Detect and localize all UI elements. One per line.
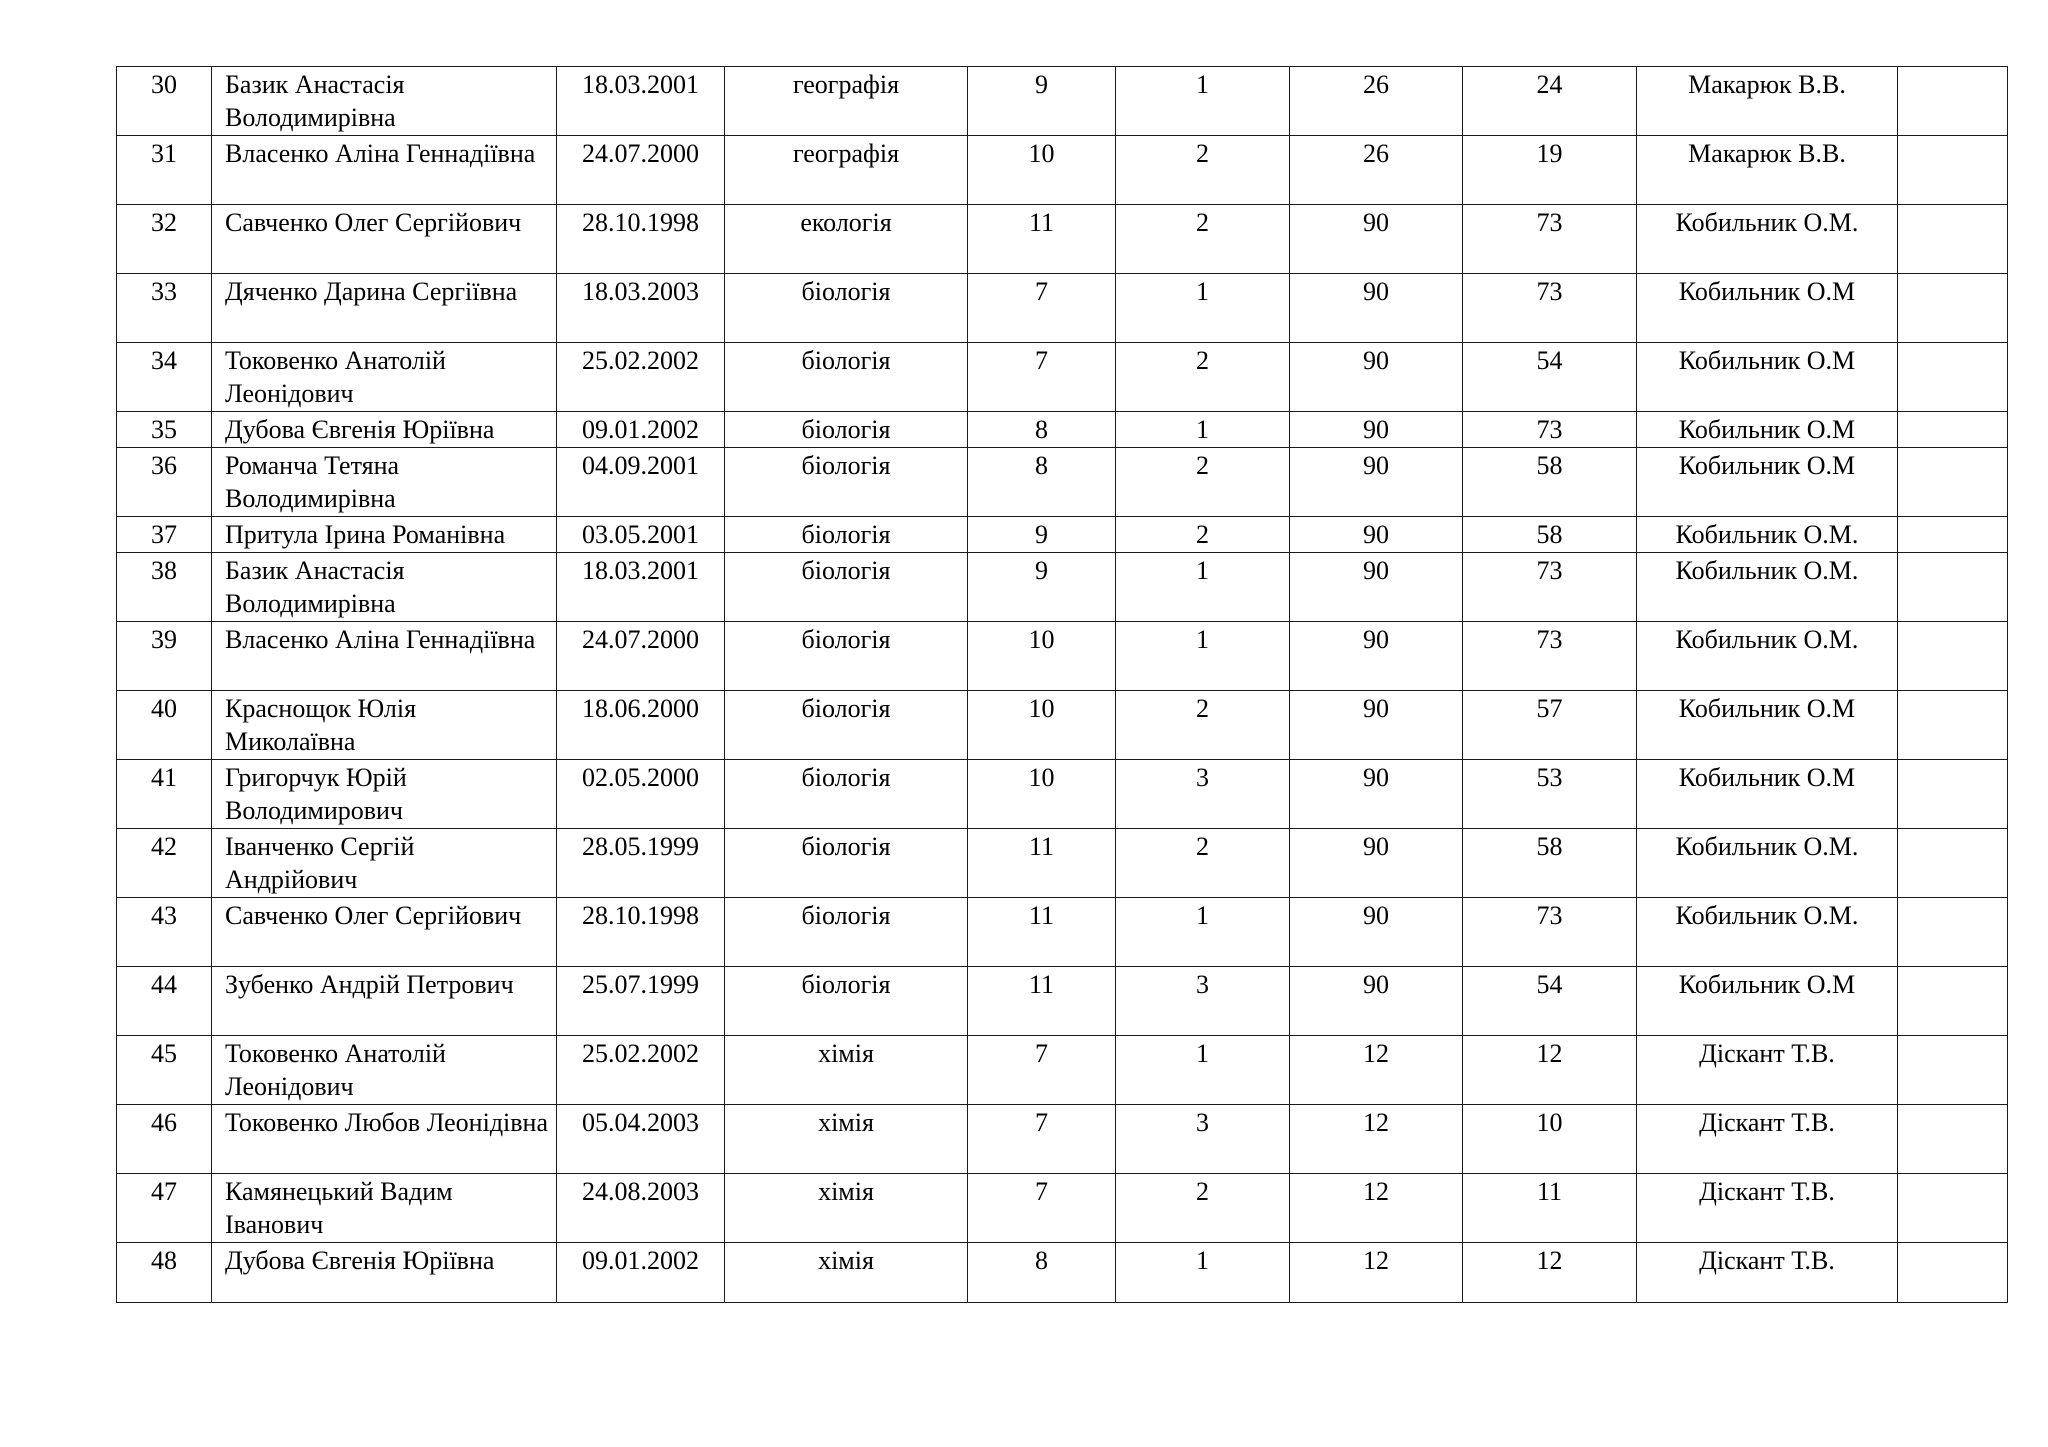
- cell-teacher: Діскант Т.В.: [1637, 1174, 1898, 1243]
- cell-note: [1898, 622, 2008, 691]
- cell-note: [1898, 67, 2008, 136]
- cell-note: [1898, 691, 2008, 760]
- table-row: [117, 691, 2008, 760]
- cell-birth-date: 09.01.2002: [557, 412, 725, 448]
- cell-birth-date: 04.09.2001: [557, 448, 725, 517]
- cell-number: 40: [117, 691, 212, 760]
- results-table-body: [117, 67, 2008, 1303]
- cell-place: 1: [1116, 898, 1290, 967]
- cell-number: 43: [117, 898, 212, 967]
- cell-student-name: Дубова Євгенія Юріївна: [212, 1243, 557, 1303]
- cell-number: 36: [117, 448, 212, 517]
- cell-teacher: Кобильник О.М.: [1637, 517, 1898, 553]
- cell-number: 39: [117, 622, 212, 691]
- cell-student-name: Базик Анастасія Володимирівна: [212, 67, 557, 136]
- cell-number: 33: [117, 274, 212, 343]
- cell-place: 2: [1116, 691, 1290, 760]
- cell-student-name: Власенко Аліна Геннадіївна: [212, 622, 557, 691]
- cell-teacher: Кобильник О.М: [1637, 967, 1898, 1036]
- cell-place: 1: [1116, 553, 1290, 622]
- cell-birth-date: 05.04.2003: [557, 1105, 725, 1174]
- cell-subject: хімія: [725, 1105, 968, 1174]
- cell-birth-date: 24.08.2003: [557, 1174, 725, 1243]
- cell-score: 19: [1463, 136, 1637, 205]
- table-row: [117, 622, 2008, 691]
- cell-place: 1: [1116, 274, 1290, 343]
- cell-teacher: Кобильник О.М: [1637, 412, 1898, 448]
- cell-teacher: Макарюк В.В.: [1637, 67, 1898, 136]
- cell-teacher: Кобильник О.М.: [1637, 205, 1898, 274]
- cell-student-name: Дубова Євгенія Юріївна: [212, 412, 557, 448]
- cell-score: 73: [1463, 898, 1637, 967]
- cell-max-score: 90: [1290, 760, 1463, 829]
- cell-place: 2: [1116, 517, 1290, 553]
- cell-grade: 9: [968, 517, 1116, 553]
- cell-place: 2: [1116, 343, 1290, 412]
- table-row: [117, 1174, 2008, 1243]
- cell-subject: географія: [725, 136, 968, 205]
- cell-teacher: Кобильник О.М: [1637, 343, 1898, 412]
- table-row: [117, 517, 2008, 553]
- cell-place: 1: [1116, 622, 1290, 691]
- cell-number: 34: [117, 343, 212, 412]
- results-table: [116, 66, 2008, 1303]
- cell-note: [1898, 136, 2008, 205]
- cell-teacher: Діскант Т.В.: [1637, 1105, 1898, 1174]
- cell-grade: 9: [968, 553, 1116, 622]
- cell-teacher: Кобильник О.М.: [1637, 898, 1898, 967]
- cell-student-name: Савченко Олег Сергійович: [212, 898, 557, 967]
- cell-place: 2: [1116, 205, 1290, 274]
- cell-note: [1898, 274, 2008, 343]
- cell-teacher: Кобильник О.М.: [1637, 622, 1898, 691]
- cell-grade: 11: [968, 205, 1116, 274]
- table-row: [117, 67, 2008, 136]
- cell-max-score: 90: [1290, 343, 1463, 412]
- cell-max-score: 26: [1290, 136, 1463, 205]
- cell-number: 41: [117, 760, 212, 829]
- cell-birth-date: 18.03.2003: [557, 274, 725, 343]
- cell-subject: екологія: [725, 205, 968, 274]
- cell-score: 11: [1463, 1174, 1637, 1243]
- cell-grade: 11: [968, 898, 1116, 967]
- cell-subject: біологія: [725, 517, 968, 553]
- cell-teacher: Кобильник О.М: [1637, 760, 1898, 829]
- table-row: [117, 274, 2008, 343]
- cell-place: 2: [1116, 448, 1290, 517]
- cell-student-name: Романча Тетяна Володимирівна: [212, 448, 557, 517]
- cell-number: 32: [117, 205, 212, 274]
- cell-score: 73: [1463, 412, 1637, 448]
- cell-grade: 10: [968, 760, 1116, 829]
- cell-grade: 11: [968, 829, 1116, 898]
- cell-student-name: Притула Ірина Романівна: [212, 517, 557, 553]
- cell-subject: біологія: [725, 898, 968, 967]
- cell-grade: 7: [968, 1036, 1116, 1105]
- cell-subject: біологія: [725, 622, 968, 691]
- table-row: [117, 343, 2008, 412]
- cell-max-score: 90: [1290, 967, 1463, 1036]
- cell-score: 73: [1463, 553, 1637, 622]
- cell-note: [1898, 898, 2008, 967]
- cell-place: 2: [1116, 1174, 1290, 1243]
- cell-student-name: Іванченко Сергій Андрійович: [212, 829, 557, 898]
- cell-place: 3: [1116, 760, 1290, 829]
- cell-max-score: 90: [1290, 622, 1463, 691]
- cell-note: [1898, 553, 2008, 622]
- cell-place: 1: [1116, 412, 1290, 448]
- cell-teacher: Кобильник О.М: [1637, 274, 1898, 343]
- cell-score: 73: [1463, 205, 1637, 274]
- cell-note: [1898, 1036, 2008, 1105]
- cell-birth-date: 24.07.2000: [557, 622, 725, 691]
- cell-birth-date: 18.06.2000: [557, 691, 725, 760]
- cell-grade: 7: [968, 1105, 1116, 1174]
- cell-student-name: Базик Анастасія Володимирівна: [212, 553, 557, 622]
- cell-birth-date: 09.01.2002: [557, 1243, 725, 1303]
- cell-note: [1898, 205, 2008, 274]
- cell-number: 48: [117, 1243, 212, 1303]
- cell-score: 10: [1463, 1105, 1637, 1174]
- cell-note: [1898, 1105, 2008, 1174]
- cell-number: 37: [117, 517, 212, 553]
- cell-number: 35: [117, 412, 212, 448]
- cell-student-name: Дяченко Дарина Сергіївна: [212, 274, 557, 343]
- cell-score: 54: [1463, 343, 1637, 412]
- cell-max-score: 90: [1290, 898, 1463, 967]
- cell-number: 38: [117, 553, 212, 622]
- cell-max-score: 26: [1290, 67, 1463, 136]
- cell-subject: хімія: [725, 1243, 968, 1303]
- cell-place: 3: [1116, 967, 1290, 1036]
- cell-max-score: 90: [1290, 691, 1463, 760]
- cell-birth-date: 18.03.2001: [557, 553, 725, 622]
- cell-note: [1898, 760, 2008, 829]
- cell-max-score: 12: [1290, 1036, 1463, 1105]
- cell-birth-date: 25.07.1999: [557, 967, 725, 1036]
- cell-number: 31: [117, 136, 212, 205]
- cell-birth-date: 03.05.2001: [557, 517, 725, 553]
- cell-grade: 8: [968, 1243, 1116, 1303]
- cell-teacher: Кобильник О.М.: [1637, 553, 1898, 622]
- cell-grade: 7: [968, 343, 1116, 412]
- cell-note: [1898, 1174, 2008, 1243]
- cell-student-name: Зубенко Андрій Петрович: [212, 967, 557, 1036]
- cell-subject: біологія: [725, 412, 968, 448]
- cell-note: [1898, 517, 2008, 553]
- cell-teacher: Кобильник О.М: [1637, 691, 1898, 760]
- cell-max-score: 90: [1290, 205, 1463, 274]
- cell-student-name: Власенко Аліна Геннадіївна: [212, 136, 557, 205]
- cell-max-score: 90: [1290, 517, 1463, 553]
- cell-birth-date: 24.07.2000: [557, 136, 725, 205]
- table-row: [117, 898, 2008, 967]
- cell-grade: 8: [968, 412, 1116, 448]
- cell-subject: хімія: [725, 1174, 968, 1243]
- cell-max-score: 90: [1290, 274, 1463, 343]
- cell-max-score: 12: [1290, 1105, 1463, 1174]
- cell-student-name: Токовенко Любов Леонідівна: [212, 1105, 557, 1174]
- cell-score: 53: [1463, 760, 1637, 829]
- table-row: [117, 553, 2008, 622]
- cell-teacher: Діскант Т.В.: [1637, 1036, 1898, 1105]
- cell-birth-date: 18.03.2001: [557, 67, 725, 136]
- cell-subject: географія: [725, 67, 968, 136]
- cell-birth-date: 25.02.2002: [557, 1036, 725, 1105]
- cell-score: 58: [1463, 448, 1637, 517]
- cell-subject: біологія: [725, 829, 968, 898]
- cell-birth-date: 28.10.1998: [557, 898, 725, 967]
- cell-student-name: Григорчук Юрій Володимирович: [212, 760, 557, 829]
- cell-note: [1898, 967, 2008, 1036]
- cell-birth-date: 25.02.2002: [557, 343, 725, 412]
- cell-subject: хімія: [725, 1036, 968, 1105]
- cell-subject: біологія: [725, 691, 968, 760]
- table-row: [117, 1105, 2008, 1174]
- cell-teacher: Кобильник О.М: [1637, 448, 1898, 517]
- cell-note: [1898, 343, 2008, 412]
- cell-grade: 11: [968, 967, 1116, 1036]
- cell-number: 30: [117, 67, 212, 136]
- cell-student-name: Савченко Олег Сергійович: [212, 205, 557, 274]
- cell-place: 2: [1116, 136, 1290, 205]
- cell-score: 12: [1463, 1243, 1637, 1303]
- cell-score: 12: [1463, 1036, 1637, 1105]
- cell-birth-date: 28.10.1998: [557, 205, 725, 274]
- table-row: [117, 136, 2008, 205]
- cell-student-name: Токовенко Анатолій Леонідович: [212, 1036, 557, 1105]
- cell-number: 44: [117, 967, 212, 1036]
- cell-max-score: 90: [1290, 829, 1463, 898]
- cell-student-name: Краснощок Юлія Миколаївна: [212, 691, 557, 760]
- cell-grade: 8: [968, 448, 1116, 517]
- cell-score: 54: [1463, 967, 1637, 1036]
- cell-birth-date: 28.05.1999: [557, 829, 725, 898]
- cell-grade: 10: [968, 136, 1116, 205]
- cell-score: 58: [1463, 517, 1637, 553]
- cell-max-score: 90: [1290, 448, 1463, 517]
- cell-note: [1898, 448, 2008, 517]
- cell-max-score: 90: [1290, 553, 1463, 622]
- cell-grade: 10: [968, 691, 1116, 760]
- cell-grade: 7: [968, 274, 1116, 343]
- cell-number: 46: [117, 1105, 212, 1174]
- cell-birth-date: 02.05.2000: [557, 760, 725, 829]
- cell-subject: біологія: [725, 760, 968, 829]
- cell-teacher: Діскант Т.В.: [1637, 1243, 1898, 1303]
- cell-score: 58: [1463, 829, 1637, 898]
- cell-place: 2: [1116, 829, 1290, 898]
- table-row: [117, 1036, 2008, 1105]
- cell-place: 1: [1116, 1243, 1290, 1303]
- cell-grade: 7: [968, 1174, 1116, 1243]
- table-row: [117, 205, 2008, 274]
- table-row: [117, 412, 2008, 448]
- cell-score: 24: [1463, 67, 1637, 136]
- cell-teacher: Макарюк В.В.: [1637, 136, 1898, 205]
- cell-place: 3: [1116, 1105, 1290, 1174]
- cell-subject: біологія: [725, 343, 968, 412]
- cell-student-name: Камянецький Вадим Іванович: [212, 1174, 557, 1243]
- cell-score: 73: [1463, 622, 1637, 691]
- cell-note: [1898, 1243, 2008, 1303]
- cell-score: 57: [1463, 691, 1637, 760]
- cell-number: 42: [117, 829, 212, 898]
- cell-grade: 9: [968, 67, 1116, 136]
- cell-score: 73: [1463, 274, 1637, 343]
- table-row: [117, 448, 2008, 517]
- cell-teacher: Кобильник О.М.: [1637, 829, 1898, 898]
- table-row: [117, 829, 2008, 898]
- cell-max-score: 12: [1290, 1174, 1463, 1243]
- cell-max-score: 12: [1290, 1243, 1463, 1303]
- cell-student-name: Токовенко Анатолій Леонідович: [212, 343, 557, 412]
- cell-place: 1: [1116, 1036, 1290, 1105]
- table-row: [117, 1243, 2008, 1303]
- cell-number: 47: [117, 1174, 212, 1243]
- table-row: [117, 760, 2008, 829]
- cell-place: 1: [1116, 67, 1290, 136]
- cell-note: [1898, 412, 2008, 448]
- cell-subject: біологія: [725, 274, 968, 343]
- cell-subject: біологія: [725, 967, 968, 1036]
- cell-subject: біологія: [725, 448, 968, 517]
- cell-note: [1898, 829, 2008, 898]
- cell-subject: біологія: [725, 553, 968, 622]
- cell-max-score: 90: [1290, 412, 1463, 448]
- cell-number: 45: [117, 1036, 212, 1105]
- cell-grade: 10: [968, 622, 1116, 691]
- table-row: [117, 967, 2008, 1036]
